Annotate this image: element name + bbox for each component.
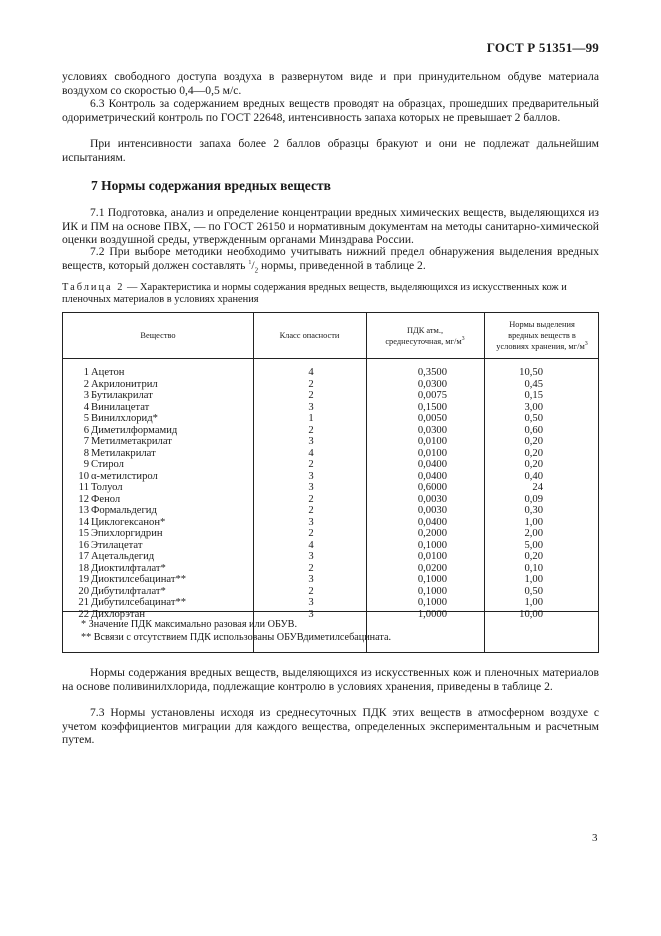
row-hazard-class: 2 (308, 585, 314, 597)
row-substance: Формальдегид (91, 505, 157, 516)
row-norm: 0,30 (524, 505, 543, 516)
row-hazard-class: 2 (308, 390, 314, 401)
paragraph-7-2: 7.2 При выборе методики необходимо учитывать нижний предел обнаружения выделения вредных веществ, который должен составлять $^1/_2$ нормы, приведенной в таблице 2. (62, 245, 599, 274)
row-norm: 0,20 (524, 436, 543, 447)
header-norm-exponent: 3 (584, 341, 588, 348)
row-substance: Диметилформамид (91, 424, 178, 436)
row-norm: 0,60 (524, 424, 543, 436)
table-caption-text: — Характеристика и нормы содержания вредных веществ, выделяющихся из искусственных кож и пленочных материалов в условиях хранения (62, 282, 567, 305)
row-pdk: 0,0030 (417, 505, 447, 516)
row-substance: Дихлорэтан (91, 608, 146, 620)
table-row (63, 448, 598, 460)
table-header-divider (63, 358, 598, 359)
row-norm: 0,20 (524, 551, 543, 562)
row-norm: 10,50 (519, 367, 543, 378)
table-row (63, 367, 598, 379)
row-number: 9 (83, 459, 89, 470)
row-hazard-class: 3 (308, 551, 314, 562)
table-row (63, 402, 598, 414)
row-hazard-class: 2 (308, 505, 314, 516)
intro-paragraph-1: условиях свободного доступа воздуха в развернутом виде и при принудительном обдуве материала воздухом со скоростью 0,4—0,5 м/с. (62, 70, 599, 97)
row-hazard-class: 1 (308, 413, 314, 424)
row-substance: Этилацетат (91, 539, 143, 551)
row-pdk: 0,1000 (417, 585, 447, 597)
row-substance: Дибутилсебацинат** (91, 597, 187, 608)
row-pdk: 0,2000 (417, 528, 447, 539)
row-hazard-class: 2 (308, 493, 314, 505)
footnote-double-star: ** Всвязи с отсутствием ПДК использованы ОБУВдиметилсебацината. (81, 632, 392, 643)
row-hazard-class: 2 (308, 528, 314, 539)
row-pdk: 0,0075 (417, 390, 447, 401)
intro-paragraph-6-3: 6.3 Контроль за содержанием вредных веществ проводят на образцах, прошедших предварительный одориметрический контроль по ГОСТ 22648, интенсивность запаха которых не превышает 2 баллов. (62, 97, 599, 124)
table-row (63, 505, 598, 517)
header-hazard-class: Класс опасности (279, 331, 340, 340)
row-norm: 0,40 (524, 470, 543, 482)
row-substance: Ацетон (91, 367, 125, 378)
row-number: 11 (78, 482, 89, 493)
header-pdk-line1: ПДК атм., (406, 325, 444, 335)
row-hazard-class: 4 (308, 539, 314, 551)
row-number: 6 (83, 424, 89, 436)
row-number: 13 (78, 505, 89, 516)
row-pdk: 0,0400 (417, 470, 447, 482)
row-pdk: 0,0100 (417, 436, 447, 447)
table-row (63, 379, 598, 391)
table-caption (62, 282, 602, 306)
header-norm-line3: условиях хранения, мг/м (496, 342, 585, 351)
row-number: 22 (78, 608, 89, 620)
header-pdk-exponent: 3 (461, 335, 465, 342)
row-number: 14 (78, 516, 89, 528)
table-row (63, 413, 598, 425)
row-pdk: 0,0100 (417, 447, 447, 459)
row-number: 2 (83, 378, 89, 390)
row-number: 5 (83, 413, 89, 424)
row-substance: Диоктилсебацинат** (91, 574, 187, 585)
row-norm: 1,00 (524, 516, 543, 528)
paragraph-7-1: 7.1 Подготовка, анализ и определение концентрации вредных химических веществ, выделяющихся из ИК и ПМ на основе ПВХ, — по ГОСТ 26150 и нормативным документам на методы санитарно-химической оценки воздушной среды, утвержденным органами Минздрава России. (62, 206, 599, 247)
row-pdk: 0,3500 (417, 367, 447, 378)
row-number: 3 (83, 390, 89, 401)
row-pdk: 0,0300 (417, 424, 447, 436)
row-number: 16 (78, 539, 89, 551)
row-substance: Метилакрилат (91, 447, 156, 459)
row-norm: 0,09 (524, 493, 543, 505)
table-row (63, 528, 598, 540)
row-number: 15 (78, 528, 89, 539)
row-hazard-class: 3 (308, 516, 314, 528)
row-hazard-class: 3 (308, 597, 314, 608)
table-row (63, 563, 598, 575)
row-number: 8 (83, 447, 89, 459)
table-row (63, 482, 598, 494)
row-number: 12 (78, 493, 89, 505)
row-norm: 24 (532, 482, 543, 493)
row-number: 18 (78, 562, 89, 574)
table-caption-label: Таблица 2 (62, 282, 125, 293)
row-substance: Метилметакрилат (91, 436, 172, 447)
row-norm: 2,00 (524, 528, 543, 539)
row-substance: α-метилстирол (91, 470, 158, 482)
table-row (63, 517, 598, 529)
row-pdk: 0,0300 (417, 378, 447, 390)
section-7-title: 7 Нормы содержания вредных веществ (91, 178, 331, 193)
table-row (63, 540, 598, 552)
header-pdk-line2: среднесуточная, мг/м (385, 336, 462, 346)
row-substance: Ацетальдегид (91, 551, 155, 562)
row-norm: 0,10 (524, 562, 543, 574)
row-substance: Дибутилфталат* (91, 585, 166, 597)
row-norm: 1,00 (524, 597, 543, 608)
row-pdk: 0,1000 (417, 597, 447, 608)
row-norm: 0,20 (524, 447, 543, 459)
row-substance: Винилхлорид* (91, 413, 158, 424)
header-norm (484, 313, 600, 358)
table-row (63, 597, 598, 609)
row-hazard-class: 3 (308, 436, 314, 447)
header-substance: Вещество (140, 331, 176, 340)
after-table-paragraph: Нормы содержания вредных веществ, выделяющихся из искусственных кож и пленочных материалов на основе поливинилхлорида, подлежащие контролю в условиях хранения, приведены в таблице 2. (62, 666, 599, 693)
row-number: 20 (78, 585, 89, 597)
row-hazard-class: 3 (308, 574, 314, 585)
table-row (63, 586, 598, 598)
row-norm: 0,15 (524, 390, 543, 401)
row-substance: Толуол (91, 482, 123, 493)
row-pdk: 0,0100 (417, 551, 447, 562)
fraction-numerator: 1 (248, 259, 252, 266)
row-number: 17 (78, 551, 89, 562)
row-number: 4 (83, 401, 89, 413)
row-norm: 5,00 (524, 539, 543, 551)
p72-after: нормы, приведенной в таблице 2. (258, 258, 426, 272)
row-hazard-class: 2 (308, 562, 314, 574)
row-substance: Бутилакрилат (91, 390, 153, 401)
row-pdk: 0,0050 (417, 413, 447, 424)
row-substance: Диоктилфталат* (91, 562, 166, 574)
hazard-table (62, 312, 599, 653)
row-hazard-class: 3 (308, 470, 314, 482)
row-norm: 3,00 (524, 401, 543, 413)
row-pdk: 0,6000 (417, 482, 447, 493)
row-number: 19 (78, 574, 89, 585)
table-row (63, 551, 598, 563)
row-pdk: 0,1500 (417, 401, 447, 413)
header-norm-line1: Нормы выделения (509, 320, 575, 329)
p72-before: 7.2 При выборе методики необходимо учитывать нижний предел обнаружения выделения вредных веществ, который должен составлять (62, 245, 599, 272)
row-norm: 0,50 (524, 413, 543, 424)
row-norm: 0,50 (524, 585, 543, 597)
footnote-single-star: * Значение ПДК максимально разовая или ОБУВ. (81, 619, 297, 630)
intro-paragraph-3: При интенсивности запаха более 2 баллов образцы бракуют и они не подлежат дальнейшим испытаниям. (62, 137, 599, 164)
row-number: 1 (83, 367, 89, 378)
row-substance: Фенол (91, 493, 121, 505)
table-row (63, 471, 598, 483)
row-pdk: 0,0030 (417, 493, 447, 505)
row-norm: 0,45 (524, 378, 543, 390)
row-pdk: 0,0400 (417, 459, 447, 470)
fraction-denominator: 2 (254, 265, 259, 274)
row-pdk: 1,0000 (417, 608, 447, 620)
table-row (63, 574, 598, 586)
row-hazard-class: 2 (308, 459, 314, 470)
row-hazard-class: 3 (308, 482, 314, 493)
row-hazard-class: 2 (308, 378, 314, 390)
row-substance: Винилацетат (91, 401, 150, 413)
row-pdk: 0,0200 (417, 562, 447, 574)
row-substance: Циклогексанон* (91, 516, 166, 528)
row-norm: 0,20 (524, 459, 543, 470)
standard-header: ГОСТ Р 51351—99 (486, 40, 599, 55)
row-hazard-class: 3 (308, 401, 314, 413)
table-row (63, 436, 598, 448)
table-row (63, 494, 598, 506)
paragraph-7-3: 7.3 Нормы установлены исходя из среднесуточных ПДК этих веществ в атмосферном воздухе с учетом коэффициентов миграции для каждого вещества, определенных экспериментальным и расчетным путем. (62, 706, 599, 747)
row-hazard-class: 2 (308, 424, 314, 436)
row-pdk: 0,0400 (417, 516, 447, 528)
row-number: 7 (83, 436, 89, 447)
page-number: 3 (592, 832, 598, 844)
header-pdk (366, 313, 484, 358)
header-norm-line2: вредных веществ в (508, 331, 576, 340)
row-substance: Стирол (91, 459, 124, 470)
row-hazard-class: 4 (308, 367, 314, 378)
row-number: 21 (78, 597, 89, 608)
table-row (63, 425, 598, 437)
row-hazard-class: 3 (308, 608, 314, 620)
row-pdk: 0,1000 (417, 539, 447, 551)
table-row (63, 459, 598, 471)
row-norm: 1,00 (524, 574, 543, 585)
row-substance: Эпихлоргидрин (91, 528, 163, 539)
row-norm: 10,00 (519, 608, 543, 620)
row-number: 10 (78, 470, 89, 482)
row-substance: Акрилонитрил (91, 378, 158, 390)
table-row (63, 390, 598, 402)
row-hazard-class: 4 (308, 447, 314, 459)
row-pdk: 0,1000 (417, 574, 447, 585)
